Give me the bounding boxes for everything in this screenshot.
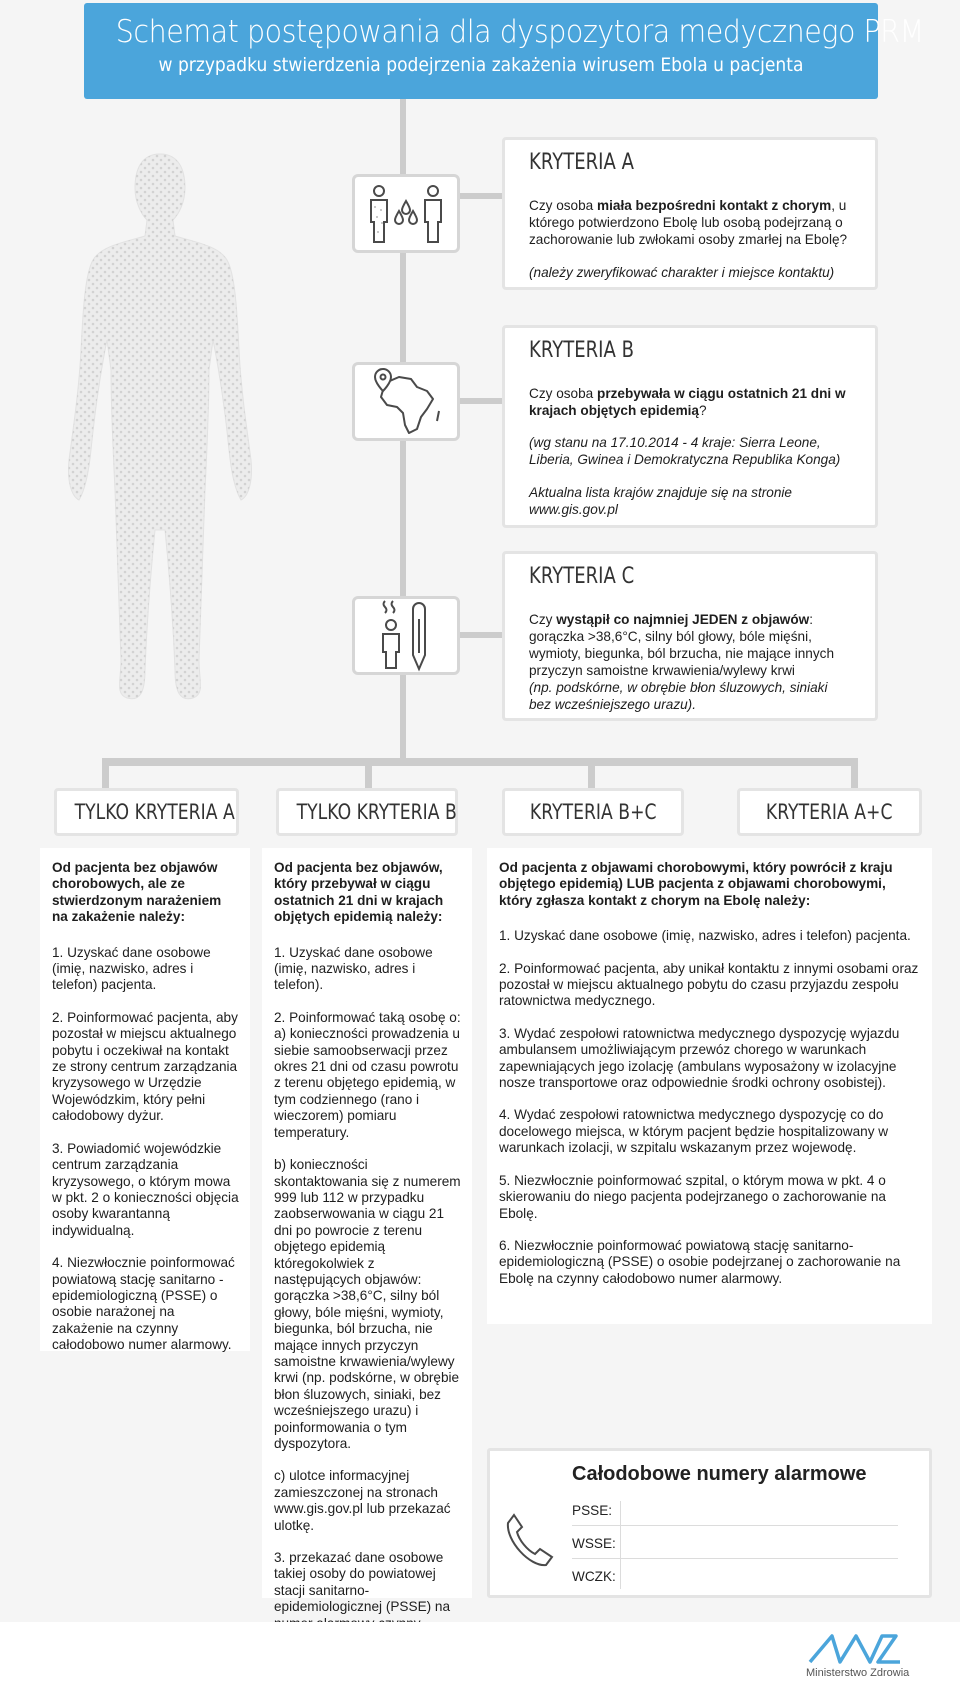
criteria-b-title: KRYTERIA B: [529, 338, 634, 363]
criteria-a-title: KRYTERIA A: [529, 150, 634, 175]
outcome-a-c-label: KRYTERIA A+C: [766, 800, 893, 824]
flow-drop-4: [851, 758, 858, 790]
ministry-logo: [808, 1630, 904, 1666]
criteria-a-q-pre: Czy osoba: [529, 198, 598, 213]
procedure-b-intro: Od pacjenta bez objawów, który przebywał w ciągu ostatnich 21 dni w krajach objętych epidemią należy:: [274, 860, 444, 925]
criteria-c-icon-box: [352, 596, 460, 675]
human-body-silhouette: [55, 150, 265, 710]
flow-drop-3: [588, 758, 595, 790]
ministry-name: Ministerstwo Zdrowia: [806, 1667, 910, 1679]
criteria-b-icon-box: [352, 362, 460, 441]
outcome-b-c-label: KRYTERIA B+C: [529, 800, 657, 824]
alarm-numbers-title: Całodobowe numery alarmowe: [572, 1463, 867, 1485]
procedure-b-step-2: 2. Poinformować taką osobę o: a) konieczności prowadzenia u siebie samoobserwacji przez okres 21 dni od czasu powrotu z terenu objętego epidemią, w tym codziennego (rano i wieczorem) pomiaru temperatury.: [274, 1009, 461, 1140]
phone-icon: [502, 1511, 554, 1569]
procedure-b-step-3: 3. przekazać dane osobowe takiej osoby do powiatowej stacji sanitarno-epidemiologicznej (PSSE) na: [274, 1550, 451, 1615]
procedure-only-b: [262, 848, 472, 1615]
criteria-b-q-bold: przebywała w ciągu ostatnich 21 dni w krajach objętych epidemią: [529, 386, 846, 418]
criteria-a-note: (należy zweryfikować charakter i miejsce kontaktu): [529, 265, 835, 280]
procedure-b-step-2c: c) ulotce informacyjnej zamieszczonej na stronach www.gis.gov.pl lub przekazać ulotkę.: [274, 1468, 451, 1533]
procedure-c-step-4: 4. Wydać zespołowi ratownictwa medycznego dyspozycję co do docelowego miejsca, w którym pacjent będzie hospitalizowany w warunkach izolacji, w szpitalu wskazanym przez wojewodę.: [499, 1107, 889, 1156]
flow-drop-2: [365, 758, 372, 790]
criteria-b-question: [529, 385, 859, 419]
criteria-a-icon-box: [352, 174, 460, 253]
footer: [0, 1622, 960, 1681]
criteria-c-question: [529, 611, 864, 679]
thermometer-icon: [355, 599, 457, 672]
criteria-a-q-bold: miała bezpośredni kontakt z chorym: [597, 198, 832, 213]
page-header: [84, 3, 924, 99]
flow-drop-1: [102, 758, 109, 790]
criteria-a-box: [502, 137, 878, 290]
criteria-c-q-post: : gorączka >38,6°C, silny ból głowy, bóle mięśni, wymioty, biegunka, ból brzucha, nie mające innych przyczyn samoistne krwawienia/wylewy krwi: [529, 612, 835, 678]
flow-line-a: [458, 193, 502, 199]
procedure-b-step-1: 1. Uzyskać dane osobowe (imię, nazwisko, adres i telefon).: [274, 944, 433, 993]
criteria-b-q-pre: Czy osoba: [529, 386, 598, 401]
page-subtitle: w przypadku stwierdzenia podejrzenia zakażenia wirusem Ebola u pacjenta: [158, 54, 804, 76]
outcome-only-b: [276, 788, 458, 836]
numbers-divider: [620, 1501, 621, 1589]
procedure-a-step-1: 1. Uzyskać dane osobowe (imię, nazwisko, adres i telefon) pacjenta.: [52, 944, 211, 993]
procedure-b-step-2b: b) konieczności skontaktowania się z numerem 999 lub 112 w przypadku zaobserwowania w ciągu 21 dni po powrocie z terenu objętego epidemią któregokolwiek z następujących objawów: gorączka >38,6°C, silny ból głowy, bóle mięśni, wymioty, biegunka, ból brzucha, nie mające innych przyczyn samoistne krwawienia/wylewy krwi (np. podskórne, w obrębie błon śluzowych, siniaki, bez wcześniejszego urazu) i poinformowania o tym dyspozytora.: [274, 1157, 461, 1451]
criteria-b-note: (wg stanu na 17.10.2014 - 4 kraje: Sierra Leone, Liberia, Gwinea i Demokratyczna Republika Konga): [529, 435, 841, 467]
flow-line-c: [458, 632, 502, 638]
contact-icon: [355, 177, 457, 250]
procedure-c-step-1: 1. Uzyskać dane osobowe (imię, nazwisko, adres i telefon) pacjenta.: [499, 928, 911, 944]
wsse-line: [572, 1558, 898, 1559]
procedure-a-step-4: 4. Niezwłocznie poinformować powiatową stację sanitarno -epidemiologiczną (PSSE) o osobie narażonej na zakażenie na czynny całodobowo numer alarmowy.: [52, 1255, 235, 1353]
outcome-a-c: [737, 788, 922, 836]
procedure-a-step-2: 2. Poinformować pacjenta, aby pozostał w miejscu aktualnego pobytu i oczekiwał na kontakt ze strony centrum zarządzania kryzysowego w Urzędzie Wojewódzkim, który pełni całodobowy dyżur.: [52, 1009, 238, 1124]
africa-map-icon: [355, 365, 457, 438]
criteria-c-title: KRYTERIA C: [529, 564, 635, 589]
wsse-label: WSSE:: [572, 1536, 616, 1551]
procedure-c-step-6: 6. Niezwłocznie poinformować powiatową stację sanitarno-epidemiologiczną (PSSE) o osobie podejrzanej o zachorowanie na Ebolę na czynny całodobowo numer alarmowy.: [499, 1237, 901, 1286]
flow-line-horizontal: [102, 758, 858, 766]
procedure-c-intro: Od pacjenta z objawami chorobowymi, który powrócił z kraju objętego epidemią) LUB pacjenta z objawami chorobowymi, który zgłasza kontakt z chorym na Ebolę należy:: [499, 860, 893, 908]
procedure-c-step-2: 2. Poinformować pacjenta, aby unikał kontaktu z innymi osobami oraz pozostał w miejscu aktualnego pobytu do czasu przyjazdu zespołu ratownictwa medycznego.: [499, 960, 919, 1009]
procedure-symptomatic: [487, 848, 932, 1324]
procedure-c-step-3: 3. Wydać zespołowi ratownictwa medycznego dyspozycję wyjazdu ambulansem umożliwiającym przewóz chorego w warunkach zapewniających jego izolację (ambulans wyposażony w izolacyjne nosze transportowe oraz odpowiednie środki ochrony osobistej).: [499, 1025, 900, 1091]
page-title: Schemat postępowania dla dyspozytora medycznego PRM: [115, 14, 924, 50]
procedure-only-a: [40, 848, 250, 1351]
outcome-b-c: [502, 788, 684, 836]
procedure-c-step-5: 5. Niezwłocznie poinformować szpital, o którym mowa w pkt. 4 o skierowaniu do niego pacjenta podejrzanego o zachorowanie na Ebolę.: [499, 1172, 886, 1221]
criteria-c-box: [502, 551, 878, 721]
criteria-b-box: [502, 325, 878, 528]
procedure-a-intro: Od pacjenta bez objawów chorobowych, ale ze stwierdzonym narażeniem na zakażenie należy:: [52, 860, 222, 925]
criteria-b-list-note: Aktualna lista krajów znajduje się na stronie www.gis.gov.pl: [529, 485, 792, 517]
psse-line: [572, 1525, 898, 1526]
outcome-only-a-label: TYLKO KRYTERIA A: [74, 800, 235, 824]
wczk-label: WCZK:: [572, 1569, 616, 1584]
criteria-a-q-post: , u którego potwierdzono Ebolę lub osobą podejrzaną o zachorowanie lub zwłokami osoby zmarłej na Ebolę?: [529, 198, 848, 247]
criteria-c-q-pre: Czy: [529, 612, 557, 627]
criteria-a-question: [529, 197, 863, 248]
alarm-numbers-box: [487, 1448, 932, 1598]
criteria-c-note: (np. podskórne, w obrębie błon śluzowych, siniaki bez wcześniejszego urazu).: [529, 680, 828, 712]
flow-line-b: [458, 398, 502, 404]
psse-label: PSSE:: [572, 1503, 613, 1518]
criteria-c-q-bold: wystąpił co najmniej JEDEN z objawów: [556, 612, 810, 627]
procedure-a-step-3: 3. Powiadomić wojewódzkie centrum zarządzania kryzysowego, o którym mowa w pkt. 2 o konieczności objęcia osoby kwarantanną indywidualną.: [52, 1140, 239, 1238]
outcome-only-a: [54, 788, 239, 836]
outcome-only-b-label: TYLKO KRYTERIA B: [296, 800, 457, 824]
criteria-b-q-post: ?: [699, 403, 707, 418]
